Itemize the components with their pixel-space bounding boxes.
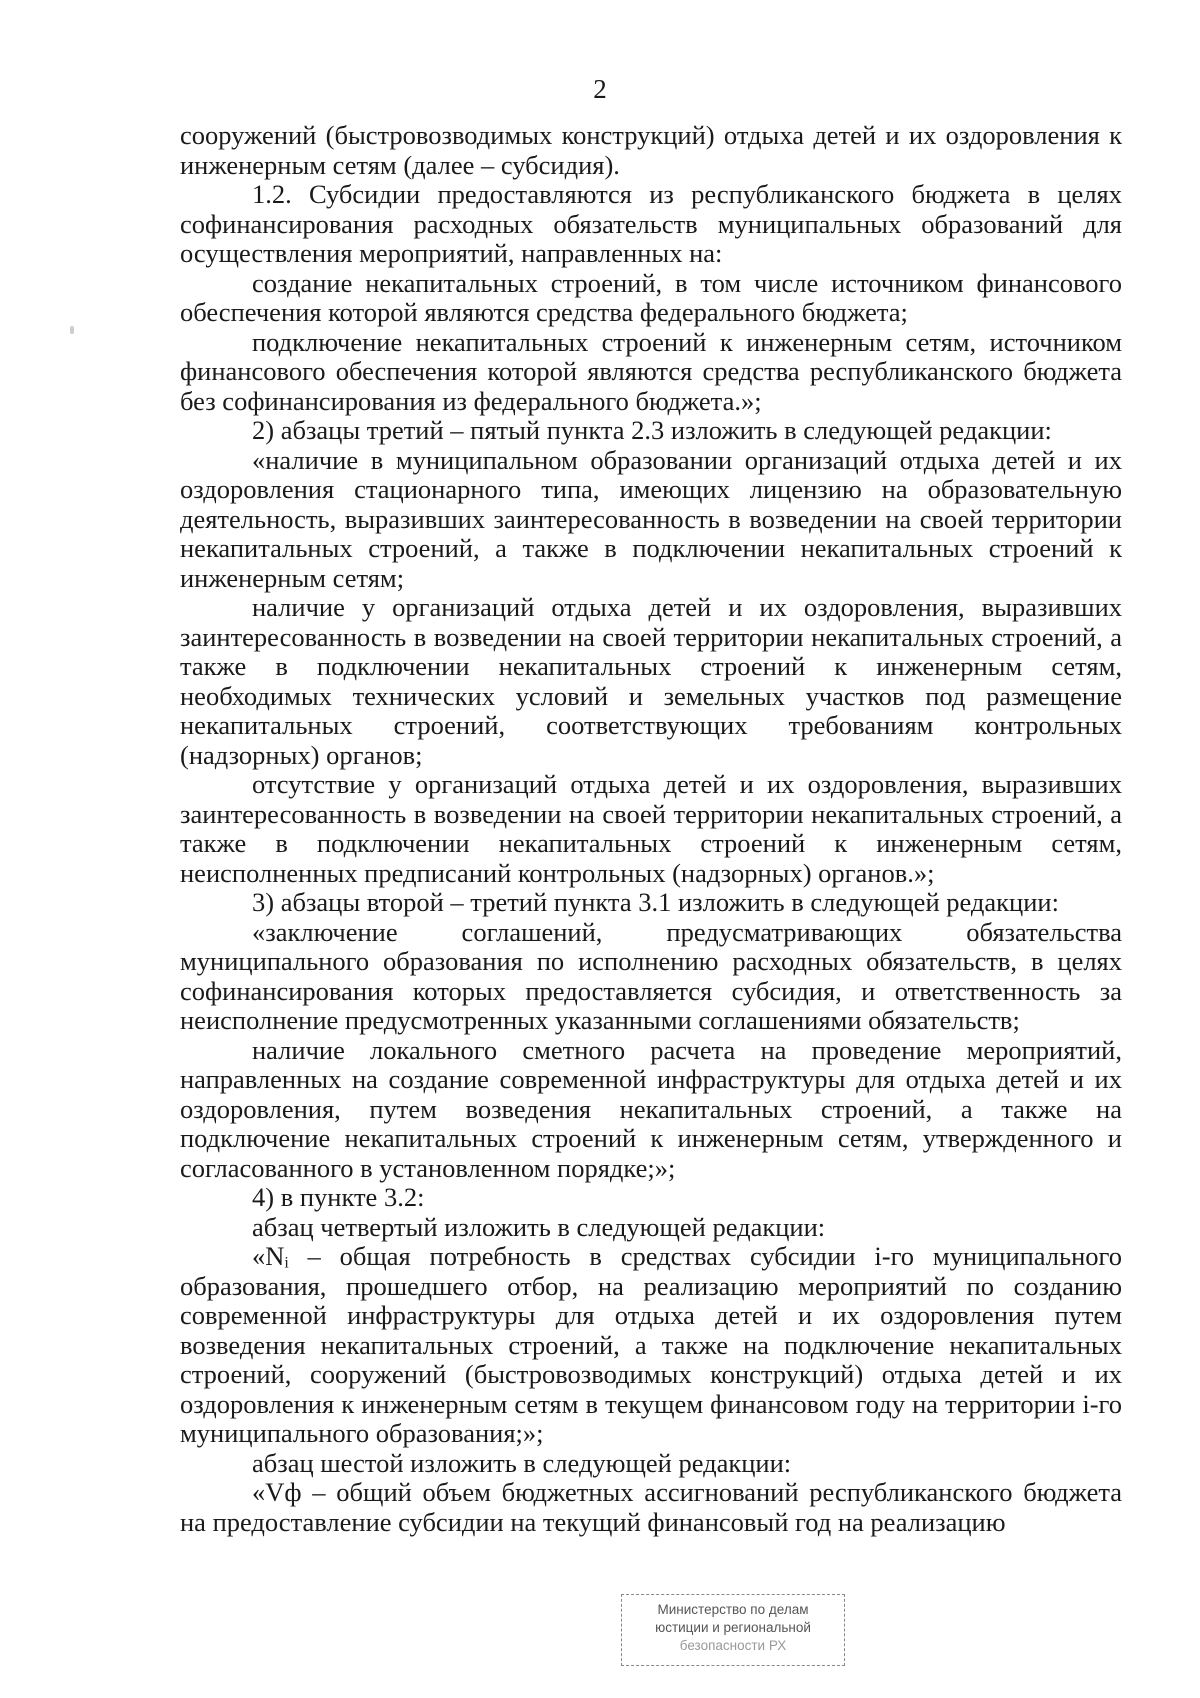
paragraph-16: «Vф – общий объем бюджетных ассигнований республиканского бюджета на предоставление субсидии на текущий финансовый год на реализацию	[180, 1477, 1122, 1537]
paragraph-7: наличие у организаций отдыха детей и их оздоровления, выразивших заинтересованность в возведении на своей территории некапитальных строений, а также в подключении некапитальных строений к инженерным сетям, необходимых технических условий и земельных участков под размещение некапитальных строений, соответствующих требованиям контрольных (надзорных) органов;	[180, 592, 1122, 770]
stamp-line-3: безопасности РХ	[679, 1638, 787, 1653]
paragraph-9: 3) абзацы второй – третий пункта 3.1 изложить в следующей редакции:	[252, 887, 1059, 917]
ministry-stamp	[621, 1594, 845, 1666]
paragraph-8: отсутствие у организаций отдыха детей и их оздоровления, выразивших заинтересованность в возведении на своей территории некапитальных строений, а также в подключении некапитальных строений к инженерным сетям, неисполненных предписаний контрольных (надзорных) органов.»;	[180, 769, 1122, 888]
paragraph-14: «Nᵢ – общая потребность в средствах субсидии i-го муниципального образования, прошедшего отбор, на реализацию мероприятий по созданию современной инфраструктуры для отдыха детей и их оздоровления путем возведения некапитальных строений, а также на подключение некапитальных строений, сооружений (быстровозводимых конструкций) отдыха детей и их оздоровления к инженерным сетям в текущем финансовом году на территории i-го муниципального образования;»;	[180, 1241, 1122, 1448]
paragraph-15: абзац шестой изложить в следующей редакции:	[252, 1447, 792, 1478]
paragraph-6: «наличие в муниципальном образовании организаций отдыха детей и их оздоровления стационарного типа, имеющих лицензию на образовательную деятельность, выразивших заинтересованность в возведении на своей территории некапитальных строений, а также в подключении некапитальных строений к инженерным сетям;	[180, 444, 1122, 593]
paragraph-13: абзац четвертый изложить в следующей редакции:	[252, 1211, 826, 1242]
paragraph-11: наличие локального сметного расчета на проведение мероприятий, направленных на создание современной инфраструктуры для отдыха детей и их оздоровления, путем возведения некапитальных строений, а также на подключение некапитальных строений к инженерным сетям, утвержденного и согласованного в установленном порядке;»;	[180, 1034, 1122, 1183]
paragraph-5: 2) абзацы третий – пятый пункта 2.3 изложить в следующей редакции:	[252, 415, 1052, 445]
page-number: 2	[593, 74, 607, 104]
paragraph-3: создание некапитальных строений, в том числе источником финансового обеспечения которой являются средства федерального бюджета;	[180, 267, 1122, 327]
scan-artifact	[70, 326, 74, 334]
paragraph-1: сооружений (быстровозводимых конструкций) отдыха детей и их оздоровления к инженерным сетям (далее – субсидия).	[180, 120, 1122, 180]
paragraph-10: «заключение соглашений, предусматривающих обязательства муниципального образования по исполнению расходных обязательств, в целях софинансирования которых предоставляется субсидия, и ответственность за неисполнение предусмотренных указанными соглашениями обязательств;	[180, 916, 1122, 1035]
paragraph-12: 4) в пункте 3.2:	[252, 1182, 425, 1212]
paragraph-2: 1.2. Субсидии предоставляются из республиканского бюджета в целях софинансирования расходных обязательств муниципальных образований для осуществления мероприятий, направленных на:	[180, 179, 1122, 268]
document-body	[180, 121, 1122, 1537]
stamp-line-2: юстиции и региональной	[655, 1620, 811, 1635]
stamp-line-1: Министерство по делам	[657, 1602, 809, 1617]
paragraph-4: подключение некапитальных строений к инженерным сетям, источником финансового обеспечения которой являются средства республиканского бюджета без софинансирования из федерального бюджета.»;	[180, 326, 1122, 416]
